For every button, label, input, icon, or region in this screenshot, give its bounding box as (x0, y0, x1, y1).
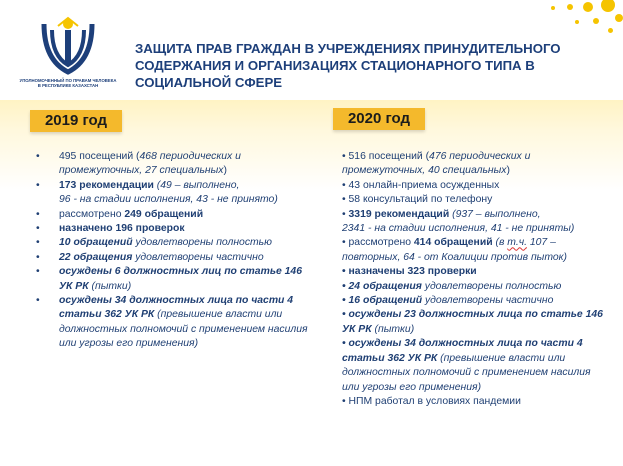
page-title: ЗАЩИТА ПРАВ ГРАЖДАН В УЧРЕЖДЕНИЯХ ПРИНУДИТЕЛЬНОГО СОДЕРЖАНИЯ И ОРГАНИЗАЦИЯХ СТАЦИОНАРНОГО ТИПА В СОЦИАЛЬНОЙ СФЕРЕ (135, 41, 561, 90)
list-item: • осуждены 6 должностных лиц по статье 146 УК РК (пытки) (36, 266, 302, 292)
ombudsman-logo (18, 16, 118, 88)
list-item: • НПМ работал в условиях пандемии (342, 395, 521, 407)
ombudsman-emblem-icon (36, 16, 100, 76)
list-item: • 10 обращений удовлетворены полностью (36, 237, 272, 249)
list-item: • 495 посещений (468 периодических и промежуточных, 27 специальных) (36, 151, 241, 177)
list-2019 (36, 150, 316, 352)
list-item: • рассмотрено 414 обращений (в т.ч. 107 – повторных, 64 - от Коалиции против пыток) (342, 237, 568, 263)
list-item: • назначены 323 проверки (342, 266, 477, 278)
list-item: • рассмотрено 249 обращений (36, 208, 204, 220)
list-item: • осуждены 23 должностных лица по статье 146 УК РК (пытки) (342, 309, 603, 335)
list-item: • осуждены 34 должностных лица по части 4 статьи 362 УК РК (превышение власти или должностных полномочий с применением насилия или угрозы его применения) (36, 295, 308, 350)
list-item: • 43 онлайн-приема осужденных (342, 179, 500, 191)
list-item: • осуждены 34 должностных лица по части 4 статьи 362 УК РК (превышение власти или должностных полномочий с применением насилия или угрозы его применения) (342, 338, 591, 393)
list-item: • 58 консультаций по телефону (342, 194, 493, 206)
list-2020 (342, 150, 604, 409)
logo-caption-line1: УПОЛНОМОЧЕННЫЙ ПО ПРАВАМ ЧЕЛОВЕКА (19, 78, 117, 83)
list-item: • 16 обращений удовлетворены частично (342, 295, 554, 307)
list-item: • 3319 рекомендаций (937 – выполнено, 2341 - на стадии исполнения, 41 - не приняты) (342, 208, 575, 235)
list-item: • 24 обращения удовлетворены полностью (342, 280, 562, 292)
decorative-dots (463, 0, 623, 40)
year-label-2019: 2019 год (30, 110, 122, 132)
logo-caption-line2: В РЕСПУБЛИКЕ КАЗАХСТАН (37, 83, 99, 88)
list-item: • назначено 196 проверок (36, 223, 185, 235)
year-label-2020: 2020 год (333, 108, 425, 130)
list-item: • 22 обращения удовлетворены частично (36, 251, 264, 263)
list-item: • 516 посещений (476 периодических и промежуточных, 40 специальных) (342, 151, 531, 177)
list-item: • 173 рекомендации (49 – выполнено, 96 - на стадии исполнения, 43 - не принято) (36, 179, 278, 206)
